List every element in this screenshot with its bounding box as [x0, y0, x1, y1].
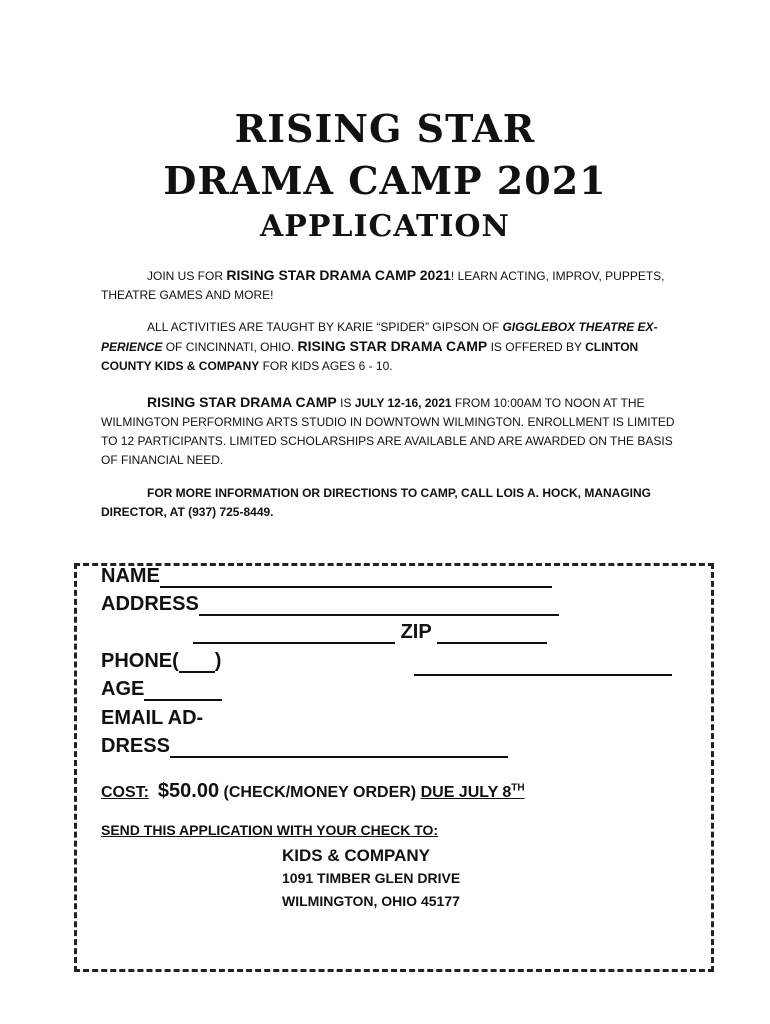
email-label-2: DRESS	[101, 735, 170, 757]
name-row	[101, 565, 552, 588]
zip-field[interactable]	[437, 622, 547, 644]
intro-paragraph	[101, 266, 691, 305]
send-instruction-text: SEND THIS APPLICATION WITH YOUR CHECK TO	[101, 822, 434, 838]
send-colon: :	[433, 822, 439, 838]
title-line-2: DRAMA CAMP 2021	[163, 158, 607, 203]
phone-label: PHONE(	[101, 650, 179, 672]
title-line-1: RISING STAR	[234, 106, 536, 151]
address-field[interactable]	[199, 594, 559, 616]
payment-method: (CHECK/MONEY ORDER)	[223, 784, 417, 801]
contact-paragraph	[101, 484, 691, 522]
phone-area-field[interactable]	[179, 651, 215, 673]
p2-camp-name: RISING STAR DRAMA CAMP	[297, 338, 488, 354]
title-line-3: APPLICATION	[260, 209, 510, 244]
address-line-2-field[interactable]	[193, 622, 395, 644]
p4-text: FOR MORE INFORMATION OR DIRECTIONS TO CAMP, CALL LOIS A. HOCK, MANAGING DIRECTOR, AT (937) 725-8449.	[101, 486, 651, 519]
name-label: NAME	[101, 565, 160, 587]
age-field[interactable]	[144, 679, 222, 701]
schedule-paragraph	[101, 393, 691, 470]
address-label: ADDRESS	[101, 593, 199, 615]
zip-label: ZIP	[400, 621, 432, 643]
phone-row	[101, 650, 221, 673]
age-label: AGE	[101, 678, 145, 700]
p3-text-b: IS	[336, 396, 355, 410]
p2-org-name: CLINTON COUNTY KIDS & COMPANY	[101, 340, 639, 373]
phone-number-field[interactable]	[414, 654, 672, 676]
email-row-2	[101, 735, 508, 758]
due-date: DUE JULY 8	[420, 784, 512, 801]
p2-theatre-name: GIGGLEBOX THEATRE EX-PERIENCE	[101, 320, 658, 354]
p1-text-c: ! LEARN ACTING, IMPROV, PUPPETS, THEATRE GAMES AND MORE!	[101, 269, 665, 302]
p1-camp-name: RISING STAR DRAMA CAMP 2021	[226, 267, 451, 283]
name-field[interactable]	[160, 566, 552, 588]
address-row	[101, 593, 559, 616]
cost-line	[101, 780, 525, 803]
p3-camp-name: RISING STAR DRAMA CAMP	[147, 394, 337, 410]
email-row-1	[101, 707, 203, 730]
zip-row	[193, 621, 547, 644]
send-instruction	[101, 822, 438, 838]
cost-amount: $50.00	[157, 780, 220, 802]
due-date-suffix: TH	[511, 782, 525, 794]
mail-street: 1091 TIMBER GLEN DRIVE	[282, 870, 461, 886]
instructor-paragraph	[101, 318, 691, 376]
p1-text-a: JOIN US FOR	[147, 269, 227, 283]
cost-label: COST:	[101, 784, 149, 801]
age-row	[101, 678, 222, 701]
p2-text-e: IS OFFERED BY	[487, 340, 586, 354]
phone-paren: )	[214, 650, 222, 672]
p2-text-c: OF CINCINNATI, OHIO.	[162, 340, 298, 354]
email-label-1: EMAIL AD-	[101, 707, 204, 729]
p2-text-a: ALL ACTIVITIES ARE TAUGHT BY KARIE “SPIDER” GIPSON OF	[147, 320, 503, 334]
p3-dates: JULY 12-16, 2021	[354, 396, 452, 410]
mail-city: WILMINGTON, OHIO 45177	[282, 893, 460, 909]
p3-text-d: FROM 10:00AM TO NOON AT THE WILMINGTON PERFORMING ARTS STUDIO IN DOWNTOWN WILMINGTON. ENROLLMENT IS LIMITED TO 12 PARTICIPANTS. LIMITED SCHOLARSHIPS ARE AVAILABLE AND ARE AWARDED ON THE BASIS OF FINANCIAL NEED.	[101, 396, 675, 467]
p2-text-g: FOR KIDS AGES 6 - 10.	[259, 359, 393, 373]
mail-org: KIDS & COMPANY	[282, 846, 430, 865]
email-field[interactable]	[170, 736, 508, 758]
